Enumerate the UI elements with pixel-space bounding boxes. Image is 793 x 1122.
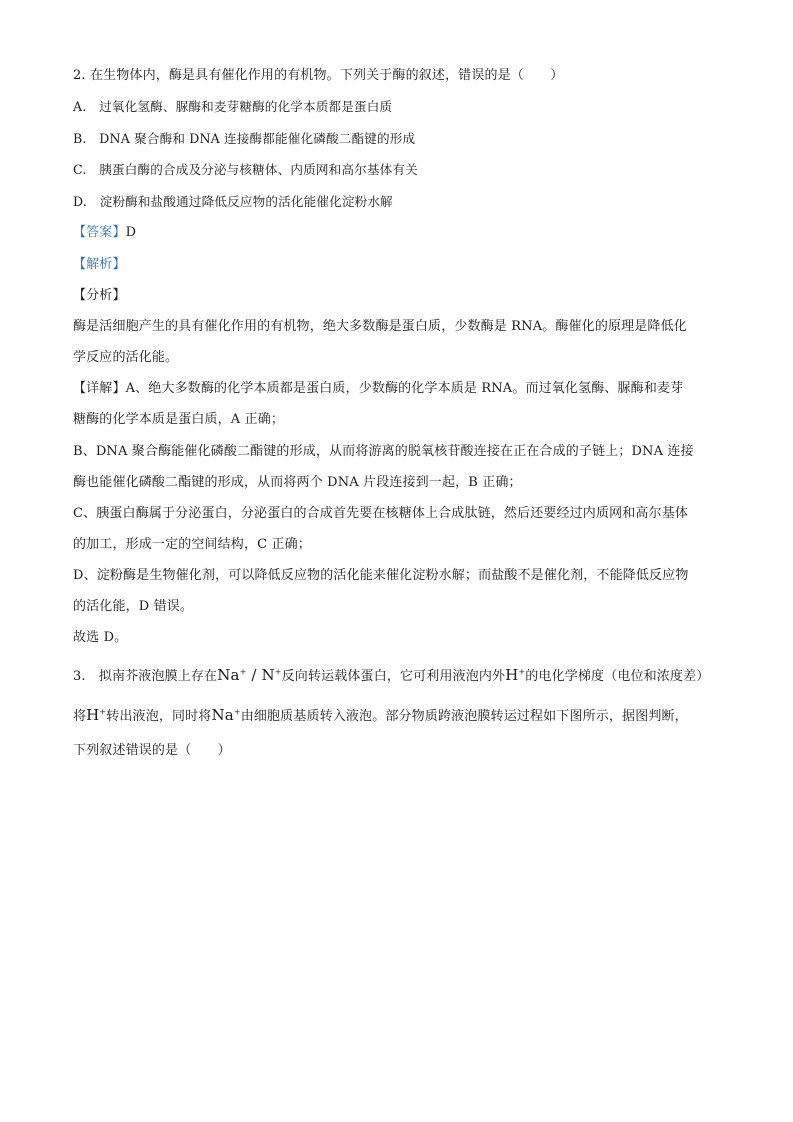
h-charge-2: + — [99, 707, 107, 717]
n-symbol: N — [261, 666, 275, 684]
answer-tag: 【答案】 — [73, 225, 126, 240]
option-c: C. 胰蛋白酶的合成及分泌与核糖体、内质网和高尔基体有关 — [73, 162, 418, 177]
detail-line-1 — [73, 379, 723, 399]
answer-value: D — [125, 225, 137, 240]
fenxi-line-1: 酶是活细胞产生的具有催化作用的有机物，绝大多数酶是蛋白质，少数酶是 RNA。酶催化的原理是降低化 — [73, 319, 687, 334]
q3-text-2a: 将 — [73, 709, 87, 724]
option-b: B. DNA 聚合酶和 DNA 连接酶都能催化磷酸二酯键的形成 — [73, 131, 416, 146]
answer-line — [73, 223, 723, 243]
analysis-tag: 【解析】 — [73, 257, 126, 272]
q3-text-2b: 转出液泡，同时将 — [106, 709, 212, 724]
h-symbol-2: H — [86, 706, 100, 724]
detail-line-9: 故选 D。 — [73, 630, 128, 645]
na-charge: + — [239, 667, 247, 677]
q3-text-1c: 的电化学梯度（电位和浓度差） — [525, 669, 710, 684]
detail-line-3: B、DNA 聚合酶能催化磷酸二酯键的形成，从而将游离的脱氧核苷酸连接在正在合成的子链上；DNA 连接 — [73, 444, 694, 459]
fenxi-line-2: 学反应的活化能。 — [73, 350, 179, 365]
n-charge: + — [274, 667, 282, 677]
h-symbol: H — [505, 666, 519, 684]
option-a: A. 过氧化氢酶、脲酶和麦芽糖酶的化学本质都是蛋白质 — [73, 99, 393, 114]
detail-text-1: A、绝大多数酶的化学本质都是蛋白质，少数酶的化学本质是 RNA。而过氧化氢酶、脲酶和麦芽 — [125, 381, 684, 396]
na-charge-2: + — [233, 707, 241, 717]
detail-line-2: 糖酶的化学本质是蛋白质，A 正确； — [73, 412, 285, 427]
question-3-line-2 — [73, 705, 723, 727]
question-2-stem: 2. 在生物体内，酶是具有催化作用的有机物。下列关于酶的叙述，错误的是（ ） — [73, 68, 564, 83]
detail-line-6: 的加工，形成一定的空间结构，C 正确； — [73, 537, 311, 552]
detail-tag: 【详解】 — [73, 381, 126, 396]
detail-line-7: D、淀粉酶是生物催化剂，可以降低反应物的活化能来催化淀粉水解；而盐酸不是催化剂，不能降低反应物 — [73, 568, 689, 583]
h-charge: + — [518, 667, 526, 677]
detail-line-8: 的活化能，D 错误。 — [73, 599, 194, 614]
question-3-line-3: 下列叙述错误的是（ ） — [73, 743, 231, 758]
question-3-line-1 — [73, 665, 723, 687]
option-d: D. 淀粉酶和盐酸通过降低反应物的活化能催化淀粉水解 — [73, 194, 393, 209]
na-symbol: Na — [217, 666, 240, 684]
q3-text-1a: 3. 拟南芥液泡膜上存在 — [73, 669, 218, 684]
slash: / — [246, 666, 262, 684]
detail-line-4: 酶也能催化磷酸二酯键的形成，从而将两个 DNA 片段连接到一起，B 正确； — [73, 475, 522, 490]
na-symbol-2: Na — [211, 706, 234, 724]
q3-text-2c: 由细胞质基质转入液泡。部分物质跨液泡膜转运过程如下图所示，据图判断， — [240, 709, 688, 724]
fenxi-tag: 【分析】 — [73, 288, 126, 303]
detail-line-5: C、胰蛋白酶属于分泌蛋白，分泌蛋白的合成首先要在核糖体上合成肽链，然后还要经过内质网和高尔基体 — [73, 506, 688, 521]
q3-text-1b: 反向转运载体蛋白，它可利用液泡内外 — [281, 669, 506, 684]
